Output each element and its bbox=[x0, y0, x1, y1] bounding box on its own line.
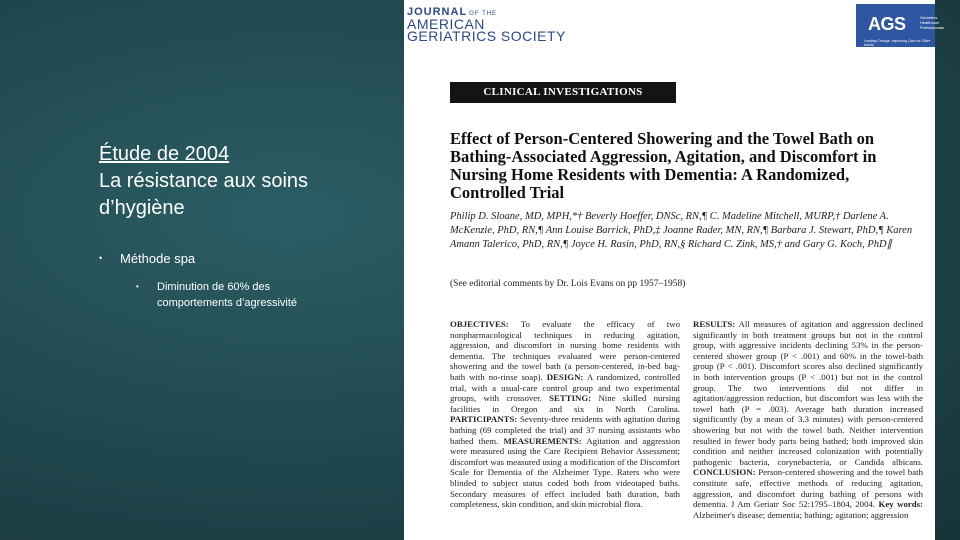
abstract-column-left bbox=[450, 319, 680, 510]
ags-logo bbox=[856, 4, 945, 47]
journal-name-line3: GERIATRICS SOCIETY bbox=[407, 28, 566, 44]
design-label: DESIGN: bbox=[546, 371, 584, 382]
conclusion-text: Person-centered showering and the towel bath constitute safe, effective methods of reducing agitation, aggression, and discomfort during bathing of persons with dementia. J Am Geriatr Soc 52:1795–1804, 2004. bbox=[693, 467, 923, 510]
design-text: A randomized, controlled trial, with a usual-care control group and two experimental groups, with crossover. bbox=[450, 371, 681, 404]
ags-logo-sub: Geriatrics Healthcare Professionals bbox=[920, 15, 945, 30]
bullet-level1-text: Méthode spa bbox=[120, 251, 196, 266]
journal-name-small: OF THE bbox=[469, 11, 498, 17]
bullet-level2-text: Diminution de 60% des comportements d’agressivité bbox=[157, 281, 298, 309]
results-text: All measures of agitation and aggression declined significantly in both treatment groups but not in the control group, with aggressive incidents declining 53% in the person-centered shower group (P < .001) and 60% in the towel-bath group (P < .001). Discomfort scores also declined significantly in both intervention groups (P < .001) but not in the control group. The two interventions did not differ in agitation/aggression reduction, but discomfort was less with the towel bath (P = .003). Average bath duration increased significantly (by a mean of 3.3 minutes) with person-centered showering but not with the towel bath. Neither intervention resulted in fewer body parts being bathed; both improved skin condition and neither increased colonization with potentially pathogenic bacteria, corynebacteria, or Candida albicans. bbox=[693, 319, 923, 467]
article-image bbox=[404, 0, 945, 540]
results-label: RESULTS: bbox=[693, 319, 736, 329]
conclusion-label: CONCLUSION: bbox=[693, 467, 756, 478]
participants-text: Seventy-three residents with agitation during bathing (69 completed the trial) and 37 nursing assistants who bathed them. bbox=[450, 414, 680, 446]
slide-title-line2: La résistance aux soins d’hygiène bbox=[99, 170, 309, 219]
setting-text: Nine skilled nursing facilities in Oregon and six in North Carolina. bbox=[450, 393, 680, 414]
bullet-level2 bbox=[136, 279, 332, 311]
bullet-icon: • bbox=[136, 282, 139, 291]
objectives-text: To evaluate the efficacy of two nonpharmacological techniques in reducing agitation, aggression, and discomfort in nursing home residents with dementia. The techniques evaluated were person-centered showering and the towel bath (a person-centered, in-bed bag-bath with no-rinse soap). bbox=[450, 319, 680, 382]
article-title: Effect of Person-Centered Showering and the Towel Bath on Bathing-Associated Aggression, Agitation, and Discomfort in Nursing Home Residents with Dementia: A Randomized, Controlled Trial bbox=[450, 129, 877, 202]
editorial-note: (See editorial comments by Dr. Lois Evans on pp 1957–1958) bbox=[450, 279, 686, 289]
abstract-column-right bbox=[693, 319, 923, 520]
ags-logo-tagline: Leading Change. Improving Care for Older Adults. bbox=[864, 39, 931, 47]
setting-label: SETTING: bbox=[549, 393, 592, 404]
section-label: CLINICAL INVESTIGATIONS bbox=[450, 82, 676, 103]
article-authors: Philip D. Sloane, MD, MPH,*† Beverly Hoeffer, DNSc, RN,¶ C. Madeline Mitchell, MURP,† Darlene A. McKenzie, PhD, RN,¶ Ann Louise Barrick, PhD,‡ Joanne Rader, MN, RN,¶ Barbara J. Stewart, PhD,¶ Karen Amann Talerico, PhD, RN,¶ Joyce H. Rasin, PhD, RN,§ Richard C. Zink, MS,† and Gary G. Koch, PhD∥ bbox=[450, 211, 913, 250]
bullet-icon: • bbox=[99, 253, 103, 263]
measurements-text: Agitation and aggression were measured using the Care Recipient Behavior Assessment; discomfort was measured using a modification of the Discomfort Scale for Dementia of the Alzheimer Type. Raters who were blinded to subject status coded both from videotaped baths. Secondary measures of effect included bath duration, bath completeness, skin condition, and skin microbial flora. bbox=[450, 435, 681, 510]
participants-label: PARTICIPANTS: bbox=[450, 414, 518, 425]
journal-logo bbox=[407, 6, 566, 42]
keywords-text: Alzheimer's disease; dementia; bathing; agitation; aggression bbox=[693, 509, 909, 520]
keywords-label: Key words: bbox=[878, 499, 923, 510]
bullet-list bbox=[99, 251, 332, 311]
journal-header bbox=[404, 0, 945, 50]
slide-title bbox=[99, 141, 389, 222]
measurements-label: MEASUREMENTS: bbox=[503, 435, 582, 446]
journal-name-line1: JOURNAL bbox=[407, 6, 468, 18]
slide-heading-block bbox=[99, 141, 389, 222]
objectives-label: OBJECTIVES: bbox=[450, 319, 509, 329]
bullet-level1 bbox=[99, 251, 332, 266]
slide-title-line1: Étude de 2004 bbox=[99, 143, 230, 165]
journal-name-line2: AMERICAN bbox=[407, 16, 485, 32]
ags-logo-text: AGS bbox=[868, 14, 906, 34]
